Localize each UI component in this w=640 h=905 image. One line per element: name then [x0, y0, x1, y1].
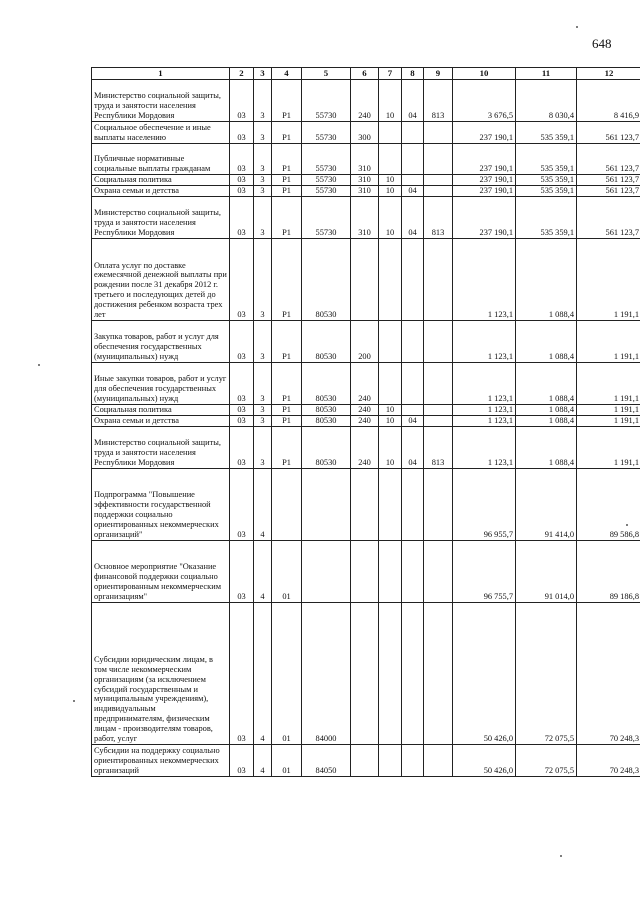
column-header: 1 — [92, 68, 230, 80]
row-name-cell: Охрана семьи и детства — [92, 416, 230, 427]
code-cell: 55730 — [302, 122, 351, 144]
code-cell: 03 — [230, 416, 254, 427]
amount-cell: 1 123,1 — [453, 416, 516, 427]
code-cell: Р1 — [272, 416, 302, 427]
page-number: 648 — [592, 36, 612, 51]
column-header: 7 — [379, 68, 402, 80]
table-header-row — [92, 68, 640, 80]
amount-cell: 1 191,1 — [577, 416, 640, 427]
column-header: 2 — [230, 68, 254, 80]
code-cell: 3 — [254, 186, 272, 197]
amount-cell: 1 191,1 — [577, 321, 640, 363]
amount-cell: 1 191,1 — [577, 427, 640, 469]
code-cell — [379, 603, 402, 745]
code-cell: 03 — [230, 427, 254, 469]
code-cell — [351, 469, 379, 541]
code-cell: 03 — [230, 122, 254, 144]
code-cell — [272, 469, 302, 541]
table-row — [92, 405, 640, 416]
code-cell: 4 — [254, 745, 272, 777]
code-cell: 813 — [424, 80, 453, 122]
column-header: 12 — [577, 68, 640, 80]
code-cell: Р1 — [272, 186, 302, 197]
amount-cell: 561 123,7 — [577, 197, 640, 239]
column-header: 6 — [351, 68, 379, 80]
amount-cell: 1 088,4 — [516, 363, 577, 405]
amount-cell: 3 676,5 — [453, 80, 516, 122]
table-row — [92, 603, 640, 745]
code-cell: 04 — [402, 197, 424, 239]
row-name-cell: Субсидии юридическим лицам, в том числе некоммерческим организациям (за исключением субсидий государственным и муниципальным учреждениям), индивидуальным предпринимателям, физическим лицам - производителям товаров, работ, услуг — [92, 603, 230, 745]
code-cell: 80530 — [302, 363, 351, 405]
code-cell: 10 — [379, 416, 402, 427]
code-cell — [424, 122, 453, 144]
code-cell — [424, 363, 453, 405]
amount-cell: 535 359,1 — [516, 122, 577, 144]
code-cell: 55730 — [302, 144, 351, 175]
code-cell: 04 — [402, 427, 424, 469]
code-cell: 3 — [254, 197, 272, 239]
code-cell: 55730 — [302, 186, 351, 197]
table-row — [92, 186, 640, 197]
code-cell: 03 — [230, 745, 254, 777]
table-row — [92, 416, 640, 427]
code-cell: Р1 — [272, 175, 302, 186]
column-header: 8 — [402, 68, 424, 80]
table-row — [92, 122, 640, 144]
code-cell — [402, 745, 424, 777]
code-cell: 03 — [230, 144, 254, 175]
code-cell: Р1 — [272, 197, 302, 239]
code-cell: 84000 — [302, 603, 351, 745]
table-row — [92, 427, 640, 469]
code-cell: 03 — [230, 541, 254, 603]
column-header: 10 — [453, 68, 516, 80]
code-cell — [351, 603, 379, 745]
amount-cell: 237 190,1 — [453, 122, 516, 144]
row-name-cell: Охрана семьи и детства — [92, 186, 230, 197]
code-cell: 04 — [402, 80, 424, 122]
code-cell: 10 — [379, 186, 402, 197]
code-cell — [424, 186, 453, 197]
row-name-cell: Субсидии на поддержку социально ориентированных некоммерческих организаций — [92, 745, 230, 777]
code-cell: Р1 — [272, 321, 302, 363]
code-cell: 300 — [351, 122, 379, 144]
amount-cell: 237 190,1 — [453, 144, 516, 175]
code-cell: 3 — [254, 321, 272, 363]
code-cell — [379, 239, 402, 321]
amount-cell: 561 123,7 — [577, 122, 640, 144]
row-name-cell: Закупка товаров, работ и услуг для обеспечения государственных (муниципальных) нужд — [92, 321, 230, 363]
amount-cell: 89 586,8 — [577, 469, 640, 541]
code-cell — [379, 469, 402, 541]
code-cell: 3 — [254, 427, 272, 469]
code-cell — [402, 363, 424, 405]
code-cell — [379, 541, 402, 603]
amount-cell: 72 075,5 — [516, 603, 577, 745]
code-cell: 55730 — [302, 80, 351, 122]
code-cell: 3 — [254, 175, 272, 186]
code-cell — [351, 745, 379, 777]
code-cell: 03 — [230, 239, 254, 321]
code-cell: 4 — [254, 469, 272, 541]
column-header: 5 — [302, 68, 351, 80]
code-cell — [379, 144, 402, 175]
code-cell: 03 — [230, 321, 254, 363]
amount-cell: 8 030,4 — [516, 80, 577, 122]
scan-speck — [560, 855, 562, 857]
amount-cell: 1 123,1 — [453, 239, 516, 321]
row-name-cell: Министерство социальной защиты, труда и занятости населения Республики Мордовия — [92, 197, 230, 239]
scan-speck — [576, 26, 578, 28]
code-cell — [424, 239, 453, 321]
amount-cell: 91 014,0 — [516, 541, 577, 603]
row-name-cell: Социальная политика — [92, 175, 230, 186]
code-cell: 3 — [254, 80, 272, 122]
code-cell — [402, 603, 424, 745]
amount-cell: 70 248,3 — [577, 745, 640, 777]
code-cell: 240 — [351, 80, 379, 122]
code-cell: 10 — [379, 427, 402, 469]
code-cell: 03 — [230, 405, 254, 416]
code-cell — [402, 405, 424, 416]
code-cell — [402, 122, 424, 144]
amount-cell: 1 191,1 — [577, 405, 640, 416]
code-cell — [424, 745, 453, 777]
code-cell: 01 — [272, 541, 302, 603]
code-cell: Р1 — [272, 427, 302, 469]
amount-cell: 237 190,1 — [453, 186, 516, 197]
table-row — [92, 321, 640, 363]
code-cell: 3 — [254, 239, 272, 321]
code-cell — [379, 363, 402, 405]
code-cell: 3 — [254, 416, 272, 427]
code-cell — [402, 321, 424, 363]
code-cell: 3 — [254, 363, 272, 405]
code-cell: 04 — [402, 186, 424, 197]
amount-cell: 8 416,9 — [577, 80, 640, 122]
code-cell: 55730 — [302, 197, 351, 239]
code-cell: 3 — [254, 405, 272, 416]
amount-cell: 1 088,4 — [516, 405, 577, 416]
code-cell: 240 — [351, 416, 379, 427]
column-header: 9 — [424, 68, 453, 80]
amount-cell: 96 755,7 — [453, 541, 516, 603]
code-cell: 80530 — [302, 416, 351, 427]
code-cell — [424, 603, 453, 745]
scan-speck — [38, 364, 40, 366]
code-cell — [424, 541, 453, 603]
code-cell: 310 — [351, 175, 379, 186]
code-cell: 3 — [254, 144, 272, 175]
code-cell: 04 — [402, 416, 424, 427]
code-cell: 240 — [351, 427, 379, 469]
amount-cell: 91 414,0 — [516, 469, 577, 541]
amount-cell: 1 123,1 — [453, 405, 516, 416]
code-cell: 10 — [379, 197, 402, 239]
column-header: 4 — [272, 68, 302, 80]
code-cell — [379, 745, 402, 777]
row-name-cell: Социальная политика — [92, 405, 230, 416]
scan-speck — [73, 700, 75, 702]
row-name-cell: Социальное обеспечение и иные выплаты населению — [92, 122, 230, 144]
code-cell — [424, 405, 453, 416]
row-name-cell: Министерство социальной защиты, труда и занятости населения Республики Мордовия — [92, 427, 230, 469]
code-cell — [402, 144, 424, 175]
code-cell: 310 — [351, 186, 379, 197]
amount-cell: 1 088,4 — [516, 239, 577, 321]
code-cell: 813 — [424, 197, 453, 239]
table-body — [92, 80, 640, 777]
code-cell: Р1 — [272, 80, 302, 122]
code-cell: 80530 — [302, 321, 351, 363]
code-cell: 01 — [272, 745, 302, 777]
code-cell — [402, 175, 424, 186]
code-cell: 813 — [424, 427, 453, 469]
amount-cell: 1 088,4 — [516, 321, 577, 363]
code-cell: 310 — [351, 144, 379, 175]
code-cell — [302, 541, 351, 603]
code-cell: 4 — [254, 541, 272, 603]
amount-cell: 89 186,8 — [577, 541, 640, 603]
code-cell: Р1 — [272, 363, 302, 405]
code-cell: 03 — [230, 469, 254, 541]
table-row — [92, 363, 640, 405]
scan-speck — [626, 524, 628, 526]
amount-cell: 535 359,1 — [516, 186, 577, 197]
amount-cell: 237 190,1 — [453, 197, 516, 239]
code-cell: Р1 — [272, 144, 302, 175]
amount-cell: 535 359,1 — [516, 175, 577, 186]
code-cell: 01 — [272, 603, 302, 745]
row-name-cell: Основное мероприятие "Оказание финансовой поддержки социально ориентированным некоммерческим организациям" — [92, 541, 230, 603]
code-cell — [424, 144, 453, 175]
row-name-cell: Оплата услуг по доставке ежемесячной денежной выплаты при рождении после 31 декабря 2012 г. третьего и последующих детей до достижения ребенком возраста трех лет — [92, 239, 230, 321]
table-row — [92, 541, 640, 603]
column-header: 3 — [254, 68, 272, 80]
row-name-cell: Иные закупки товаров, работ и услуг для обеспечения государственных (муниципальных) нужд — [92, 363, 230, 405]
code-cell — [402, 541, 424, 603]
amount-cell: 535 359,1 — [516, 144, 577, 175]
code-cell: 3 — [254, 122, 272, 144]
table-row — [92, 745, 640, 777]
code-cell — [351, 239, 379, 321]
code-cell: 240 — [351, 363, 379, 405]
code-cell: 200 — [351, 321, 379, 363]
table-row — [92, 197, 640, 239]
code-cell: 03 — [230, 363, 254, 405]
code-cell: 03 — [230, 175, 254, 186]
amount-cell: 1 123,1 — [453, 427, 516, 469]
code-cell: 4 — [254, 603, 272, 745]
amount-cell: 561 123,7 — [577, 144, 640, 175]
table-row — [92, 175, 640, 186]
amount-cell: 50 426,0 — [453, 603, 516, 745]
code-cell: 10 — [379, 175, 402, 186]
row-name-cell: Публичные нормативные социальные выплаты гражданам — [92, 144, 230, 175]
code-cell: 10 — [379, 405, 402, 416]
amount-cell: 1 088,4 — [516, 416, 577, 427]
column-header: 11 — [516, 68, 577, 80]
code-cell: Р1 — [272, 405, 302, 416]
code-cell: 80530 — [302, 239, 351, 321]
row-name-cell: Министерство социальной защиты, труда и занятости населения Республики Мордовия — [92, 80, 230, 122]
code-cell: 80530 — [302, 427, 351, 469]
code-cell — [351, 541, 379, 603]
amount-cell: 561 123,7 — [577, 175, 640, 186]
code-cell: 10 — [379, 80, 402, 122]
code-cell: 03 — [230, 197, 254, 239]
amount-cell: 1 191,1 — [577, 239, 640, 321]
table-row — [92, 469, 640, 541]
row-name-cell: Подпрограмма "Повышение эффективности государственной поддержки социально ориентированных некоммерческих организаций" — [92, 469, 230, 541]
code-cell: 240 — [351, 405, 379, 416]
code-cell — [302, 469, 351, 541]
code-cell — [424, 175, 453, 186]
code-cell — [402, 239, 424, 321]
code-cell: 55730 — [302, 175, 351, 186]
amount-cell: 96 955,7 — [453, 469, 516, 541]
code-cell — [424, 416, 453, 427]
code-cell: Р1 — [272, 122, 302, 144]
budget-table — [91, 67, 640, 777]
amount-cell: 1 123,1 — [453, 363, 516, 405]
code-cell: 310 — [351, 197, 379, 239]
amount-cell: 1 191,1 — [577, 363, 640, 405]
code-cell: 03 — [230, 186, 254, 197]
code-cell: 80530 — [302, 405, 351, 416]
code-cell — [402, 469, 424, 541]
amount-cell: 237 190,1 — [453, 175, 516, 186]
amount-cell: 72 075,5 — [516, 745, 577, 777]
amount-cell: 535 359,1 — [516, 197, 577, 239]
table-row — [92, 80, 640, 122]
table-row — [92, 144, 640, 175]
code-cell: 03 — [230, 603, 254, 745]
code-cell — [424, 469, 453, 541]
code-cell — [424, 321, 453, 363]
code-cell — [379, 321, 402, 363]
amount-cell: 70 248,3 — [577, 603, 640, 745]
code-cell: 03 — [230, 80, 254, 122]
amount-cell: 1 123,1 — [453, 321, 516, 363]
amount-cell: 561 123,7 — [577, 186, 640, 197]
amount-cell: 50 426,0 — [453, 745, 516, 777]
code-cell — [379, 122, 402, 144]
code-cell: 84050 — [302, 745, 351, 777]
amount-cell: 1 088,4 — [516, 427, 577, 469]
table-row — [92, 239, 640, 321]
code-cell: Р1 — [272, 239, 302, 321]
